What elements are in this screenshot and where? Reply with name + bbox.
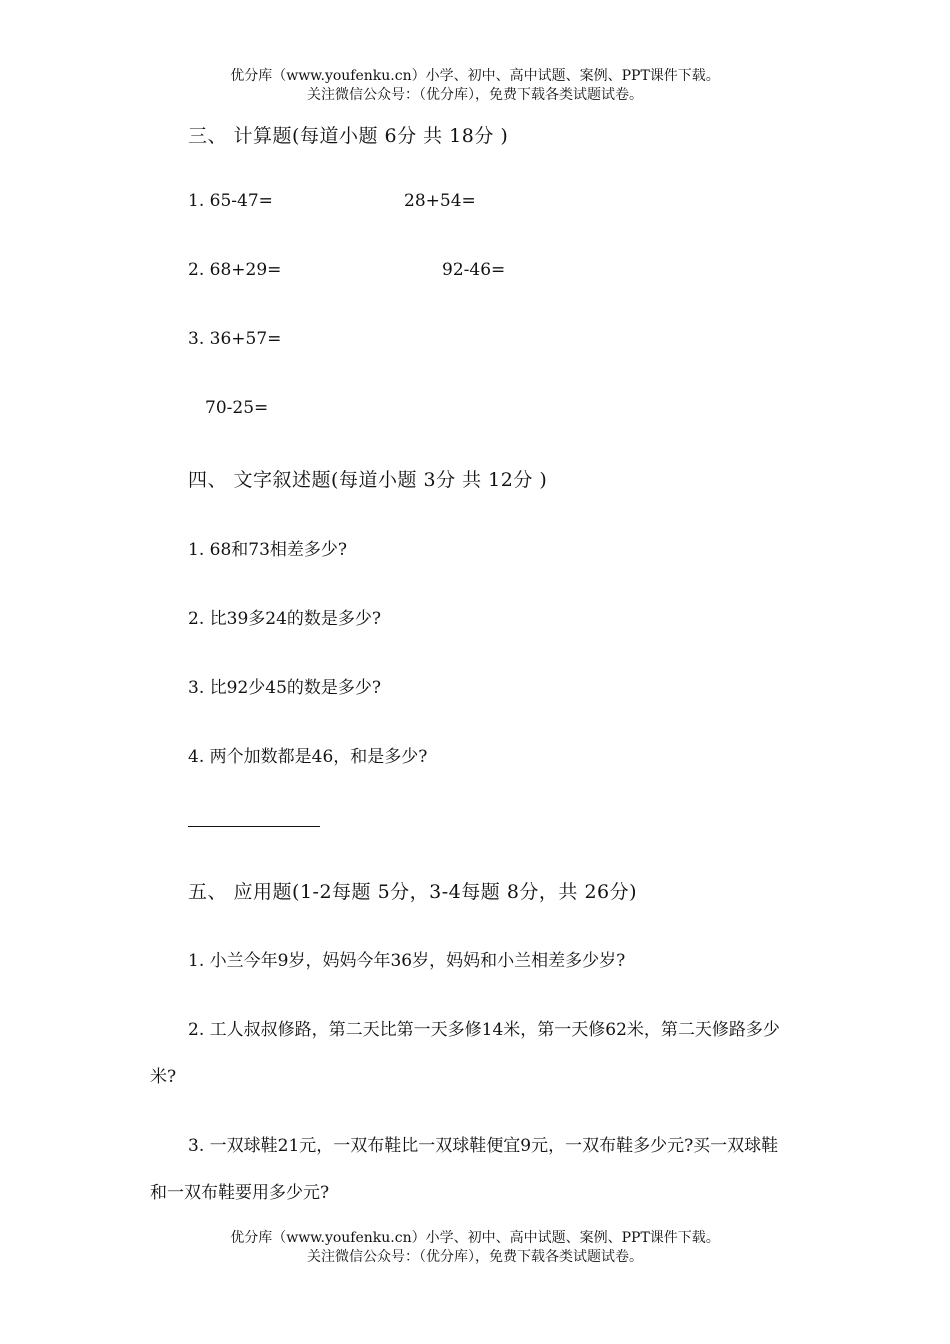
section-3-title: 三、 计算题(每道小题 6分 共 18分 ) [188,125,509,147]
section-4-title: 四、 文字叙述题(每道小题 3分 共 12分 ) [188,469,548,491]
header-line-2: 关注微信公众号：（优分库），免费下载各类试题试卷。 [307,87,643,103]
calc-item-1a: 1. 65-47= [188,191,273,211]
text-question-3: 3. 比92少45的数是多少? [188,678,382,698]
section-5-title: 五、 应用题(1-2每题 5分，3-4每题 8分，共 26分) [188,881,638,903]
header-line-1: 优分库（www.youfenku.cn）小学、初中、高中试题、案例、PPT课件下载。 [230,68,720,84]
footer-line-1: 优分库（www.youfenku.cn）小学、初中、高中试题、案例、PPT课件下载。 [230,1230,720,1246]
word-problem-2-line-1: 2. 工人叔叔修路，第二天比第一天多修14米，第一天修62米，第二天修路多少 [188,1020,780,1040]
word-problem-3-line-1: 3. 一双球鞋21元，一双布鞋比一双球鞋便宜9元，一双布鞋多少元?买一双球鞋 [188,1136,779,1156]
text-question-4: 4. 两个加数都是46，和是多少? [188,747,428,767]
divider-line [188,826,320,827]
footer-line-2: 关注微信公众号：（优分库），免费下载各类试题试卷。 [307,1249,643,1265]
text-question-1: 1. 68和73相差多少? [188,540,348,560]
calc-item-1b: 28+54= [404,191,476,211]
calc-item-2a: 2. 68+29= [188,260,282,280]
word-problem-3-line-2: 和一双布鞋要用多少元? [150,1183,330,1203]
word-problem-2-line-2: 米? [150,1067,177,1087]
calc-item-2b: 92-46= [442,260,506,280]
text-question-2: 2. 比39多24的数是多少? [188,609,382,629]
calc-item-3b: 70-25= [205,398,269,418]
word-problem-1: 1. 小兰今年9岁，妈妈今年36岁，妈妈和小兰相差多少岁? [188,951,626,971]
calc-item-3a: 3. 36+57= [188,329,282,349]
